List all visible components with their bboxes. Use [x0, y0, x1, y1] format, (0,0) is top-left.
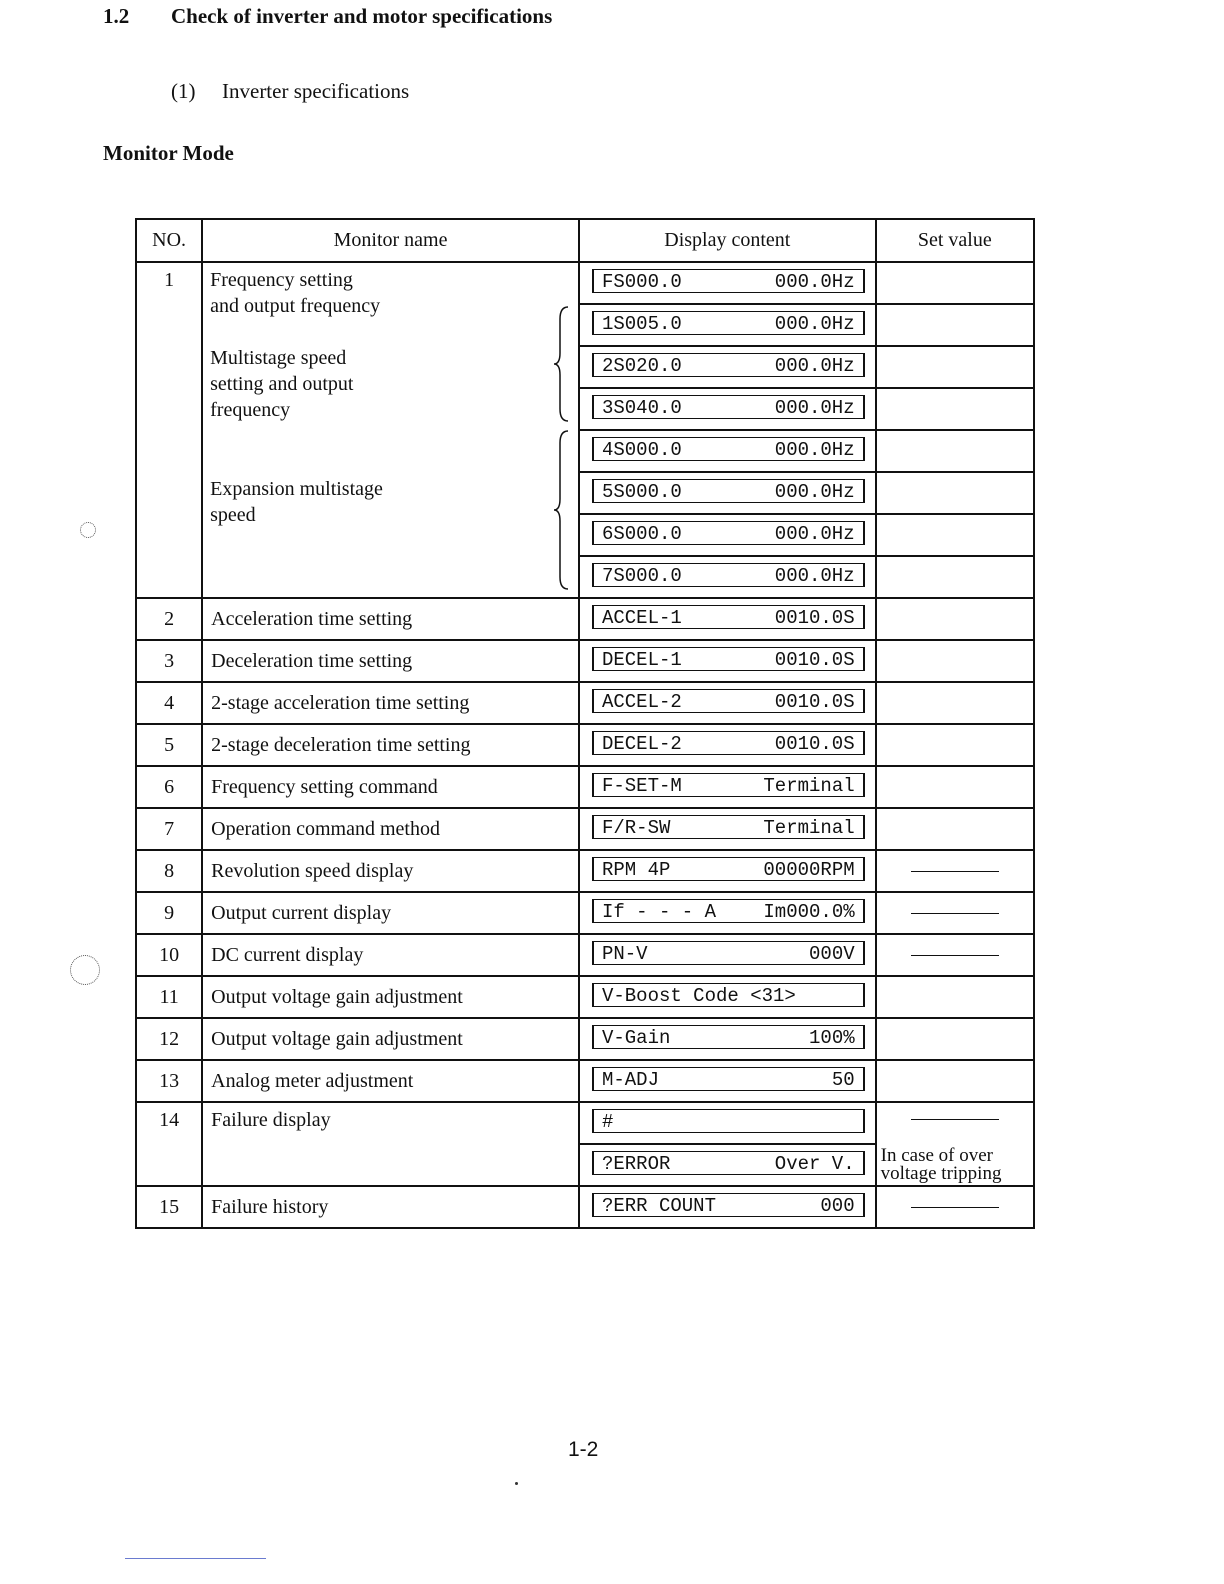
lcd-display [592, 983, 865, 1007]
display-cell [579, 598, 876, 640]
lcd-display [592, 899, 865, 923]
label-expansion-multistage [210, 476, 383, 528]
row-number: 10 [136, 934, 202, 976]
display-cell [579, 472, 876, 514]
monitor-name: Failure display [202, 1102, 579, 1186]
monitor-name: Failure history [202, 1186, 579, 1228]
set-value-cell [876, 682, 1034, 724]
lcd-left: # [601, 1111, 614, 1133]
table-row [136, 850, 1034, 892]
monitor-name: Analog meter adjustment [202, 1060, 579, 1102]
set-value-cell [876, 1018, 1034, 1060]
table-row [136, 934, 1034, 976]
display-cell [579, 724, 876, 766]
display-cell [579, 514, 876, 556]
hole-punch-mark [70, 955, 100, 985]
monitor-name: Output voltage gain adjustment [202, 976, 579, 1018]
lcd-right: Im000.0% [763, 901, 855, 923]
set-value-cell [876, 556, 1034, 598]
page-number: 1-2 [568, 1438, 599, 1461]
set-value-cell [876, 1102, 1034, 1186]
display-cell [579, 1102, 876, 1144]
row-number: 2 [136, 598, 202, 640]
display-cell [579, 640, 876, 682]
display-cell [579, 556, 876, 598]
row-number: 6 [136, 766, 202, 808]
lcd-display [592, 773, 865, 797]
lcd-display [592, 479, 865, 503]
subsection-title: Inverter specifications [222, 79, 410, 103]
not-applicable-dash [911, 1119, 999, 1120]
set-value-cell [876, 640, 1034, 682]
lcd-right: Over V. [774, 1153, 855, 1175]
section-number: 1.2 [103, 4, 130, 28]
table-row [136, 724, 1034, 766]
row-number: 5 [136, 724, 202, 766]
lcd-display [592, 605, 865, 629]
display-cell [579, 346, 876, 388]
row-number: 3 [136, 640, 202, 682]
label-frequency-setting [210, 267, 380, 319]
row-number: 9 [136, 892, 202, 934]
lcd-display [592, 941, 865, 965]
set-value-cell [876, 892, 1034, 934]
lcd-right: 0010.0S [774, 691, 855, 713]
lcd-display [592, 857, 865, 881]
label-multistage-speed [210, 345, 353, 423]
section-title: Check of inverter and motor specifications [171, 4, 553, 28]
display-cell [579, 304, 876, 346]
not-applicable-dash [911, 955, 999, 956]
lcd-right: 000V [809, 943, 855, 965]
table-row [136, 976, 1034, 1018]
lcd-display [592, 395, 865, 419]
lcd-left: DECEL-2 [601, 733, 682, 755]
set-value-cell [876, 388, 1034, 430]
lcd-right: 000.0Hz [774, 523, 855, 545]
display-cell [579, 1144, 876, 1186]
lcd-left: ?ERROR [601, 1153, 671, 1175]
lcd-display [592, 269, 865, 293]
lcd-left: 6S000.0 [601, 523, 682, 545]
table-row [136, 262, 1034, 304]
lcd-left: PN-V [601, 943, 648, 965]
monitor-name: DC current display [202, 934, 579, 976]
lcd-left: 5S000.0 [601, 481, 682, 503]
not-applicable-dash [911, 871, 999, 872]
lcd-right: 50 [831, 1069, 855, 1091]
lcd-right: 0010.0S [774, 649, 855, 671]
set-value-cell [876, 976, 1034, 1018]
lcd-left: F/R-SW [601, 817, 671, 839]
scan-speck [80, 522, 96, 538]
monitor-name: Operation command method [202, 808, 579, 850]
label-line: Multistage speed [210, 347, 347, 369]
monitor-mode-table [135, 218, 1035, 1229]
row-number: 8 [136, 850, 202, 892]
row-number: 12 [136, 1018, 202, 1060]
mode-title: Monitor Mode [103, 141, 234, 165]
lcd-left: 3S040.0 [601, 397, 682, 419]
brace-multistage [554, 305, 570, 423]
section-heading [103, 4, 552, 29]
lcd-right: 000.0Hz [774, 271, 855, 293]
set-value-cell [876, 724, 1034, 766]
lcd-display [592, 731, 865, 755]
lcd-display [592, 1067, 865, 1091]
display-cell [579, 682, 876, 724]
row-number: 1 [136, 262, 202, 598]
lcd-left: V-Gain [601, 1027, 671, 1049]
set-value-cell [876, 262, 1034, 304]
display-cell [579, 808, 876, 850]
brace-expansion [554, 429, 570, 591]
lcd-left: M-ADJ [601, 1069, 659, 1091]
table-row [136, 1186, 1034, 1228]
row-number: 7 [136, 808, 202, 850]
lcd-right: 000.0Hz [774, 397, 855, 419]
lcd-left: RPM 4P [601, 859, 671, 881]
row-number: 13 [136, 1060, 202, 1102]
lcd-display [592, 353, 865, 377]
monitor-name: Acceleration time setting [202, 598, 579, 640]
lcd-right: 100% [809, 1027, 855, 1049]
lcd-display [592, 1109, 865, 1133]
display-cell [579, 892, 876, 934]
table-row [136, 640, 1034, 682]
scan-line [125, 1558, 266, 1559]
row-number: 15 [136, 1186, 202, 1228]
lcd-display [592, 815, 865, 839]
monitor-name: Frequency setting command [202, 766, 579, 808]
lcd-right: 000.0Hz [774, 481, 855, 503]
subsection-heading [171, 79, 409, 104]
label-line: frequency [210, 399, 291, 421]
subsection-number: (1) [171, 79, 196, 103]
note-line: voltage tripping [880, 1163, 1002, 1184]
lcd-left: If - - - A [601, 901, 716, 923]
table-row [136, 1018, 1034, 1060]
lcd-right: 000.0Hz [774, 313, 855, 335]
monitor-name: 2-stage deceleration time setting [202, 724, 579, 766]
scan-speck [515, 1482, 518, 1485]
lcd-right: Terminal [763, 817, 855, 839]
monitor-name: Output current display [202, 892, 579, 934]
set-value-cell [876, 430, 1034, 472]
lcd-display [592, 521, 865, 545]
table-row [136, 598, 1034, 640]
monitor-name: Revolution speed display [202, 850, 579, 892]
table-row [136, 1102, 1034, 1144]
table-row [136, 766, 1034, 808]
lcd-right: Terminal [763, 775, 855, 797]
lcd-left: ACCEL-2 [601, 691, 682, 713]
header-display-content: Display content [579, 219, 876, 262]
display-cell [579, 766, 876, 808]
lcd-display [592, 563, 865, 587]
set-value-cell [876, 934, 1034, 976]
lcd-right: 0010.0S [774, 733, 855, 755]
row-number: 14 [136, 1102, 202, 1186]
display-cell [579, 934, 876, 976]
label-line: speed [210, 504, 256, 526]
header-no: NO. [136, 219, 202, 262]
display-cell [579, 1186, 876, 1228]
label-line: Frequency setting [210, 269, 353, 291]
monitor-name: Output voltage gain adjustment [202, 1018, 579, 1060]
lcd-display [592, 689, 865, 713]
lcd-right: 000.0Hz [774, 355, 855, 377]
lcd-left: V-Boost Code <31> [601, 985, 796, 1007]
table-row [136, 808, 1034, 850]
set-value-cell [876, 472, 1034, 514]
lcd-left: FS000.0 [601, 271, 682, 293]
lcd-left: ACCEL-1 [601, 607, 682, 629]
set-value-cell [876, 766, 1034, 808]
display-cell [579, 388, 876, 430]
not-applicable-dash [911, 1207, 999, 1208]
label-line: setting and output [210, 373, 354, 395]
header-set-value: Set value [876, 219, 1034, 262]
row-number: 4 [136, 682, 202, 724]
set-value-cell [876, 808, 1034, 850]
lcd-left: 4S000.0 [601, 439, 682, 461]
set-value-cell [876, 304, 1034, 346]
lcd-display [592, 1193, 865, 1217]
display-cell [579, 1018, 876, 1060]
set-value-cell [876, 598, 1034, 640]
lcd-right: 00000RPM [763, 859, 855, 881]
lcd-left: DECEL-1 [601, 649, 682, 671]
monitor-name: Deceleration time setting [202, 640, 579, 682]
lcd-left: 1S005.0 [601, 313, 682, 335]
row-number: 11 [136, 976, 202, 1018]
display-cell [579, 976, 876, 1018]
over-voltage-note [881, 1147, 1033, 1183]
lcd-right: 000.0Hz [774, 439, 855, 461]
set-value-cell [876, 1186, 1034, 1228]
table-row [136, 682, 1034, 724]
lcd-left: 7S000.0 [601, 565, 682, 587]
lcd-display [592, 437, 865, 461]
lcd-left: 2S020.0 [601, 355, 682, 377]
not-applicable-dash [911, 913, 999, 914]
display-cell [579, 1060, 876, 1102]
lcd-display [592, 311, 865, 335]
table-row [136, 892, 1034, 934]
lcd-left: ?ERR COUNT [601, 1195, 716, 1217]
display-cell [579, 430, 876, 472]
lcd-left: F-SET-M [601, 775, 682, 797]
lcd-display [592, 1025, 865, 1049]
monitor-name: 2-stage acceleration time setting [202, 682, 579, 724]
group1-name-cell [202, 262, 579, 598]
lcd-display [592, 1151, 865, 1175]
display-cell [579, 850, 876, 892]
label-line: and output frequency [210, 295, 381, 317]
lcd-right: 000.0Hz [774, 565, 855, 587]
header-monitor-name: Monitor name [202, 219, 579, 262]
set-value-cell [876, 514, 1034, 556]
lcd-right: 000 [820, 1195, 855, 1217]
lcd-display [592, 647, 865, 671]
label-line: Expansion multistage [210, 478, 383, 500]
lcd-right: 0010.0S [774, 607, 855, 629]
table-header-row [136, 219, 1034, 262]
set-value-cell [876, 850, 1034, 892]
note-line: In case of over [880, 1145, 993, 1166]
set-value-cell [876, 346, 1034, 388]
display-cell [579, 262, 876, 304]
table-row [136, 1060, 1034, 1102]
set-value-cell [876, 1060, 1034, 1102]
